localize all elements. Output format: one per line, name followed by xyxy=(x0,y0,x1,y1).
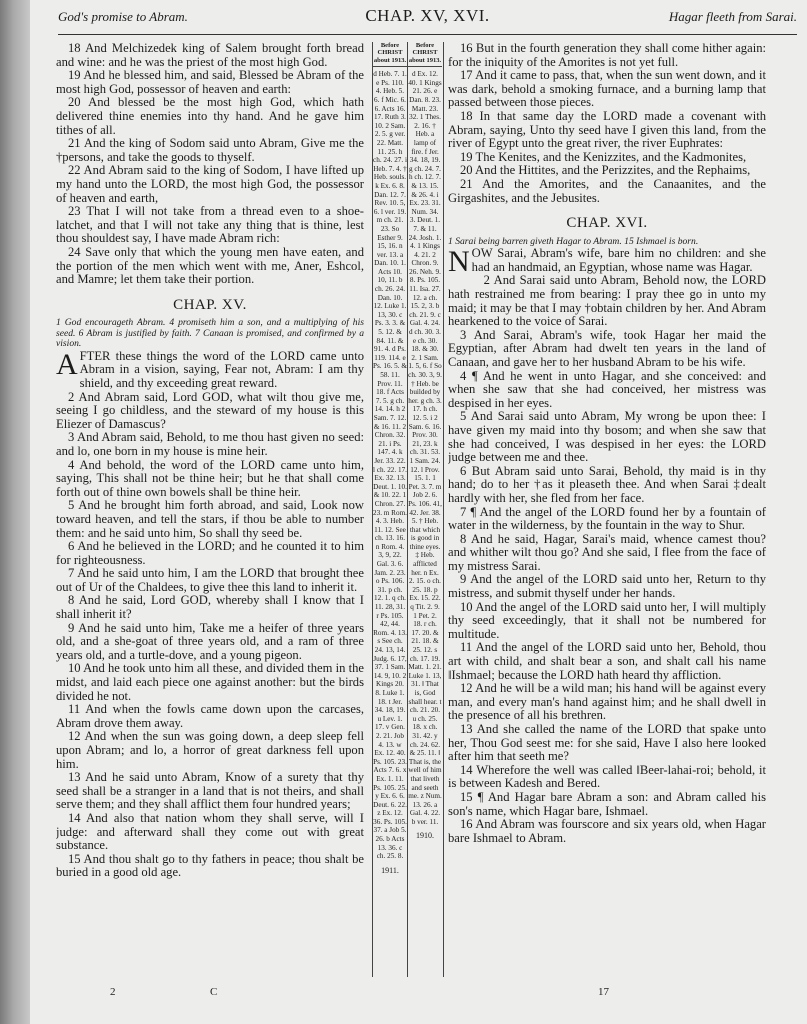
references-column-1-text: d Heb. 7. 1. e Ps. 110. 4. Heb. 5. 6. f Mic. 6. 6. Acts 16. 17. Ruth 3. 10. 2 Sam. 2. 5. g ver. 22. Matt. 11. 25. h ch. 24. 27. i Heb. 7. 4. † Heb. souls. k Ex. 6. 8. Dan. 12. 7. Rev. 10. 5, 6. l ver. 19. m ch. 21. 23. So Esther 9. 15, 16. n ver. 13. a Dan. 10. 1. Acts 10. 10, 11. b ch. 26. 24. Dan. 10. 12. Luke 1. 13, 30. c Ps. 3. 3. & 5. 12. & 84. 11. & 91. 4. d Ps. 119. 114. e Ps. 16. 5. & 58. 11. Prov. 11. 18. f Acts 7. 5. g ch. 14. 14. h 2 Sam. 7. 12. & 16. 11. 2 Chron. 32. 21. i Ps. 147. 4. k Jer. 33. 22. l ch. 22. 17. Ex. 32. 13. Deut. 1. 10. & 10. 22. 1 Chron. 27. 23. m Rom. 4. 3. Heb. 11. 12. See ch. 13. 16. n Rom. 4. 3, 9, 22. Gal. 3. 6. Jam. 2. 23. o Ps. 106. 31. p ch. 12. 1. q ch. 11. 28, 31. r Ps. 105. 42, 44. Rom. 4. 13. s See ch. 24. 13, 14. Judg. 6. 17, 37. 1 Sam. 14. 9, 10. 2 Kings 20. 8. Luke 1. 18. t Jer. 34. 18, 19. u Lev. 1. 17. v Gen. 2. 21. Job 4. 13. w Ex. 12. 40. Ps. 105. 23. Acts 7. 6. x Ex. 1. 11. Ps. 105. 25. y Ex. 6. 6. Deut. 6. 22. z Ex. 12. 36. Ps. 105. 37. a Job 5. 26. b Acts 13. 36. c ch. 25. 8. xyxy=(373,70,407,861)
verse-paragraph: 3 And Sarai, Abram's wife, took Hagar her maid the Egyptian, after Abram had dwelt ten years in the land of Canaan, and gave her to her husband Abram to be his wife. xyxy=(448,327,766,369)
verse-paragraph: 17 And it came to pass, that, when the sun went down, and it was dark, behold a smoking furnace, and a burning lamp that passed between those pieces. xyxy=(448,68,766,110)
verse-paragraph: 21 And the king of Sodom said unto Abram, Give me the †persons, and take the goods to thyself. xyxy=(56,136,364,164)
verse-paragraph: 4 And behold, the word of the LORD came unto him, saying, This shall not be thine heir; but he that shall come forth out of thine own bowels shall be thine heir. xyxy=(56,457,364,499)
verse-paragraph: 19 The Kenites, and the Kenizzites, and the Kadmonites, xyxy=(460,149,747,164)
chapter-xvi-verses xyxy=(448,274,766,845)
verse-paragraph: 8 And he said, Lord GOD, whereby shall I know that I shall inherit it? xyxy=(56,593,364,622)
footer-page-number: 17 xyxy=(598,986,609,998)
verse-paragraph: 5 And he brought him forth abroad, and said, Look now toward heaven, and tell the stars, if thou be able to number them: and he said unto him, So shall thy seed be. xyxy=(56,498,364,540)
marginal-references xyxy=(372,42,444,977)
verse-paragraph: 21 And the Amorites, and the Canaanites, and the Girgashites, and the Jebusites. xyxy=(448,176,766,205)
verse-paragraph: 16 And Abram was fourscore and six years old, when Hagar bare Ishmael to Abram. xyxy=(448,817,766,845)
verse-paragraph: 10 And the angel of the LORD said unto her, I will multiply thy seed exceedingly, that it shall not be numbered for multitude. xyxy=(448,599,766,641)
references-column-1-year: 1911. xyxy=(381,865,399,875)
header-chapter-title: CHAP. XV, XVI. xyxy=(365,6,490,25)
page-footer xyxy=(30,986,807,1002)
verse-paragraph: 4 ¶ And he went in unto Hagar, and she conceived: and when she saw that she had conceived, her mistress was despised in her eyes. xyxy=(448,368,766,410)
left-top-verses xyxy=(56,42,364,287)
chapter-xv-verse-1 xyxy=(56,347,364,391)
verse-paragraph: 8 And he said, Hagar, Sarai's maid, whence camest thou? and whither wilt thou go? And she said, I flee from the face of my mistress Sarai. xyxy=(448,531,766,573)
footer-signature-mark: C xyxy=(210,986,218,998)
verse-paragraph: 2 And Sarai said unto Abram, Behold now, the LORD hath restrained me from bearing: I pray thee go in unto my maid; it may be that I may †obtain children by her. And Abram hearkened to the voice of Sarai. xyxy=(448,273,766,329)
chapter-xvi-verse-1 xyxy=(448,245,766,279)
header-left-caption: God's promise to Abram. xyxy=(58,9,188,24)
verse-paragraph: 12 And when the sun was going down, a deep sleep fell upon Abram; and lo, a horror of great darkness fell upon him. xyxy=(56,729,364,771)
book-binding-edge xyxy=(0,0,30,1024)
drop-cap-letter: A xyxy=(56,347,78,381)
references-column-1-header: Before CHRIST about 1913. xyxy=(373,42,407,67)
verse-paragraph: 23 That I will not take from a thread even to a shoe-latchet, and that I will not take any thing that is thine, lest thou shouldest say, I have made Abram rich: xyxy=(56,204,364,246)
verse-paragraph: 2 And Abram said, Lord GOD, what wilt thou give me, seeing I go childless, and the steward of my house is this Eliezer of Damascus? xyxy=(56,389,364,431)
running-header xyxy=(58,6,797,28)
references-column-2-year: 1910. xyxy=(416,831,434,841)
chapter-xv-heading: CHAP. XV. xyxy=(173,296,247,313)
verse-paragraph: 13 And she called the name of the LORD that spake unto her, Thou God seest me: for she said, Have I also here looked after him that seeth me? xyxy=(448,722,766,764)
right-top-verses xyxy=(448,42,766,205)
verse-paragraph: 6 And he believed in the LORD; and he counted it to him for righteousness. xyxy=(56,539,364,567)
verse-paragraph: 9 And the angel of the LORD said unto her, Return to thy mistress, and submit thyself under her hands. xyxy=(448,572,766,601)
right-text-column xyxy=(448,42,766,977)
verse-paragraph: 22 And Abram said to the king of Sodom, I have lifted up my hand unto the LORD, the most high God, the possessor of heaven and earth, xyxy=(56,163,364,205)
verse-paragraph: 19 And he blessed him, and said, Blessed be Abram of the most high God, possessor of heaven and earth: xyxy=(56,68,364,96)
references-column-2-header: Before CHRIST about 1913. xyxy=(408,42,442,67)
chapter-xvi-heading: CHAP. XVI. xyxy=(566,215,648,232)
verse-paragraph: 9 And he said unto him, Take me a heifer of three years old, and a she-goat of three years old, and a ram of three years old, and a turtle-dove, and a young pigeon. xyxy=(56,620,364,662)
verse-paragraph: 10 And he took unto him all these, and divided them in the midst, and laid each piece one against another: but the birds divided he not. xyxy=(56,661,364,703)
references-column-1 xyxy=(373,42,408,977)
verse-1-text: FTER these things the word of the LORD came unto Abram in a vision, saying, Fear not, Abram: I am thy shield, and thy exceeding great reward. xyxy=(79,348,364,390)
chapter-xv-summary: 1 God encourageth Abram. 4 promiseth him a son, and a multiplying of his seed. 6 Abram is justified by faith. 7 Canaan is promised, and confirmed by a vision. xyxy=(56,317,364,350)
footer-left-number: 2 xyxy=(110,986,116,998)
references-column-2-text: d Ex. 12. 40. 1 Kings 21. 26. e Dan. 8. 23. Matt. 23. 32. 1 Thes. 2. 16. † Heb. a lamp of fire. f Jer. 34. 18, 19. g ch. 24. 7. h ch. 12. 7. & 13. 15. & 26. 4. i Ex. 23. 31. Num. 34. 3. Deut. 1. 7. & 11. 24. Josh. 1. 4. 1 Kings 4. 21. 2 Chron. 9. 26. Neh. 9. 8. Ps. 105. 11. Isa. 27. 12. a ch. 15. 2, 3. b ch. 21. 9. c Gal. 4. 24. d ch. 30. 3. e ch. 30. 18. & 30. 2. 1 Sam. 1. 5, 6. f So ch. 30. 3, 9. † Heb. be builded by her. g ch. 3. 17. h ch. 12. 5. i 2 Sam. 6. 16. Prov. 30. 21, 23. k ch. 31. 53. 1 Sam. 24. 12. l Prov. 15. 1. 1 Pet. 3. 7. m Job 2. 6. Ps. 106. 41, 42. Jer. 38. 5. † Heb. that which is good in thine eyes. ‡ Heb. afflicted her. n Ex. 2. 15. o ch. 25. 18. p Ex. 15. 22. q Tit. 2. 9. 1 Pet. 2. 18. r ch. 17. 20. & 21. 18. & 25. 12. s ch. 17. 19. Matt. 1. 21. Luke 1. 13, 31. ‖ That is, God shall hear. t ch. 21. 20. u ch. 25. 18. x ch. 31. 42. y ch. 24. 62. & 25. 11. ‖ That is, the well of him that liveth and seeth me. z Num. 13. 26. a Gal. 4. 22. b ver. 11. xyxy=(408,70,442,826)
verse-1-text: OW Sarai, Abram's wife, bare him no children: and she had an handmaid, an Egyptian, whose name was Hagar. xyxy=(471,246,766,274)
verse-paragraph: 16 But in the fourth generation they shall come hither again: for the iniquity of the Amorites is not yet full. xyxy=(448,42,766,69)
references-column-2 xyxy=(408,42,442,841)
verse-paragraph: 6 But Abram said unto Sarai, Behold, thy maid is in thy hand; do to her †as it pleaseth thee. And when Sarai ‡dealt hardly with her, she fled from her face. xyxy=(448,463,766,505)
verse-paragraph: 14 And also that nation whom they shall serve, will I judge: and afterward shall they come out with great substance. xyxy=(56,810,364,853)
header-rule xyxy=(58,34,797,35)
verse-paragraph: 13 And he said unto Abram, Know of a surety that thy seed shall be a stranger in a land that is not theirs, and shall serve them; and they shall afflict them four hundred years; xyxy=(56,770,364,812)
verse-paragraph: 15 ¶ And Hagar bare Abram a son: and Abram called his son's name, which Hagar bare, Ishmael. xyxy=(448,789,766,818)
verse-paragraph: 18 In that same day the LORD made a covenant with Abram, saying, Unto thy seed have I given this land, from the river of Egypt unto the great river, the river Euphrates: xyxy=(448,108,766,151)
verse-paragraph: 11 And when the fowls came down upon the carcases, Abram drove them away. xyxy=(56,702,364,730)
header-right-caption: Hagar fleeth from Sarai. xyxy=(668,9,797,24)
verse-paragraph: 20 And the Hittites, and the Perizzites, and the Rephaims, xyxy=(460,163,751,178)
verse-paragraph: 3 And Abram said, Behold, to me thou hast given no seed: and lo, one born in my house is mine heir. xyxy=(56,430,364,458)
verse-paragraph: 20 And blessed be the most high God, which hath delivered thine enemies into thy hand. And he gave him tithes of all. xyxy=(56,95,364,137)
chapter-xv-verses xyxy=(56,391,364,880)
drop-cap-letter: N xyxy=(448,245,470,279)
verse-paragraph: 18 And Melchizedek king of Salem brought forth bread and wine: and he was the priest of the most high God. xyxy=(56,42,364,69)
verse-paragraph: 7 And he said unto him, I am the LORD that brought thee out of Ur of the Chaldees, to give thee this land to inherit it. xyxy=(56,566,364,594)
bible-page xyxy=(30,0,807,1024)
verse-paragraph: 14 Wherefore the well was called ‖Beer-lahai-roi; behold, it is between Kadesh and Bered. xyxy=(448,762,766,791)
verse-paragraph: 12 And he will be a wild man; his hand will be against every man, and every man's hand against him; and he shall dwell in the presence of all his brethren. xyxy=(448,681,766,723)
left-text-column xyxy=(56,42,364,977)
chapter-xvi-summary: 1 Sarai being barren giveth Hagar to Abram. 15 Ishmael is born. xyxy=(448,235,699,247)
verse-paragraph: 11 And the angel of the LORD said unto her, Behold, thou art with child, and shalt bear a son, and shalt call his name ‖Ishmael; because the LORD hath heard thy affliction. xyxy=(448,640,766,682)
verse-paragraph: 7 ¶ And the angel of the LORD found her by a fountain of water in the wilderness, by the fountain in the way to Shur. xyxy=(448,504,766,533)
verse-paragraph: 5 And Sarai said unto Abram, My wrong be upon thee: I have given my maid into thy bosom; and when she saw that she had conceived, I was despised in her eyes: the LORD judge between me and thee. xyxy=(448,409,766,465)
verse-paragraph: 15 And thou shalt go to thy fathers in peace; thou shalt be buried in a good old age. xyxy=(56,851,364,880)
verse-paragraph: 24 Save only that which the young men have eaten, and the portion of the men which went with me, Aner, Eshcol, and Mamre; let them take their portion. xyxy=(56,244,364,287)
